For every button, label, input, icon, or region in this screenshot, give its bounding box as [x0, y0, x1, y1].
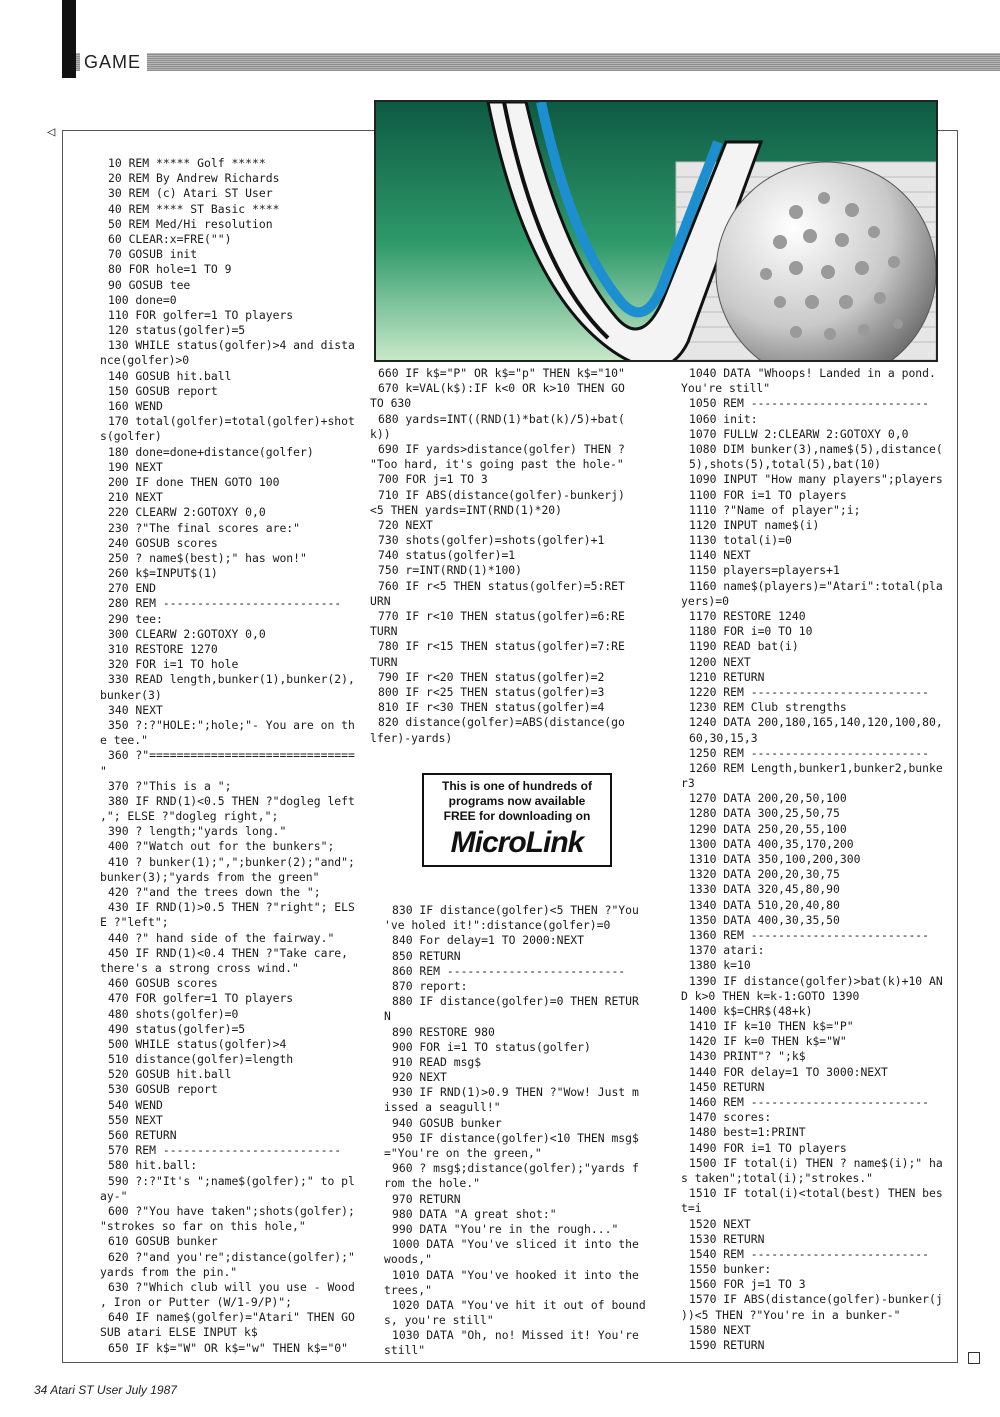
code-line: 840 For delay=1 TO 2000:NEXT: [392, 933, 585, 948]
code-line: 1170 RESTORE 1240: [689, 609, 806, 623]
microlink-promo-box: [422, 773, 612, 867]
code-line: 50 REM Med/Hi resolution: [108, 216, 273, 231]
promo-line-3: FREE for downloading on: [443, 809, 591, 823]
code-line: 1060 init:: [689, 411, 758, 426]
code-line: lfer)-yards): [370, 730, 453, 745]
code-line: ": [100, 763, 107, 778]
code-line: 190 NEXT: [108, 459, 163, 474]
code-line: bunker(3): [100, 687, 162, 702]
code-line: 330 READ length,bunker(1),bunker(2),: [108, 672, 355, 687]
listing-column-left: [100, 156, 355, 1356]
code-line: 980 DATA "A great shot:": [392, 1206, 557, 1221]
code-line: yards from the pin.": [100, 1264, 238, 1279]
code-line: 1450 RETURN: [689, 1079, 765, 1094]
code-line: 1390 IF distance(golfer)>bat(k)+10 AN: [689, 973, 943, 988]
code-line: 1530 RETURN: [689, 1231, 765, 1246]
code-line: 1120 INPUT name$(i): [689, 517, 820, 532]
code-line: 1430 PRINT"? ";k$: [689, 1049, 806, 1064]
code-line: SUB atari ELSE INPUT k$: [100, 1325, 258, 1340]
code-line: 750 r=INT(RND(1)*100): [378, 563, 523, 578]
code-line: 5),shots(5),total(5),bat(10): [689, 457, 882, 472]
code-line: 1410 IF k=10 THEN k$="P": [689, 1019, 854, 1034]
code-line: 860 REM --------------------------: [392, 963, 626, 978]
code-line: 1590 RETURN: [689, 1338, 765, 1352]
code-line: 1190 READ bat(i): [689, 639, 799, 654]
code-line: 1180 FOR i=0 TO 10: [689, 624, 813, 639]
code-line: 1050 REM --------------------------: [689, 396, 930, 411]
code-line: 90 GOSUB tee: [108, 277, 191, 292]
code-line: 1540 REM --------------------------: [689, 1246, 930, 1261]
code-line: 340 NEXT: [108, 702, 163, 717]
code-line: 380 IF RND(1)<0.5 THEN ?"dogleg left: [108, 793, 355, 808]
code-line: 490 status(golfer)=5: [108, 1021, 246, 1036]
code-line: 140 GOSUB hit.ball: [108, 368, 232, 383]
code-line: 1320 DATA 200,20,30,75: [689, 867, 840, 882]
code-line: 280 REM --------------------------: [108, 596, 342, 611]
code-line: 540 WEND: [108, 1097, 163, 1112]
code-line: 1270 DATA 200,20,50,100: [689, 791, 847, 806]
code-line: s taken";total(i);"strokes.": [681, 1170, 874, 1185]
code-line: 800 IF r<25 THEN status(golfer)=3: [378, 684, 605, 699]
code-line: 1580 NEXT: [689, 1322, 751, 1337]
code-line: 1400 k$=CHR$(48+k): [689, 1003, 813, 1018]
code-line: 1330 DATA 320,45,80,90: [689, 882, 840, 897]
code-line: 520 GOSUB hit.ball: [108, 1067, 232, 1082]
code-line: 830 IF distance(golfer)<5 THEN ?"You: [392, 903, 639, 917]
code-line: 60,30,15,3: [689, 730, 758, 745]
code-line: s(golfer): [100, 429, 162, 444]
code-line: 900 FOR i=1 TO status(golfer): [392, 1039, 591, 1054]
code-line: 880 IF distance(golfer)=0 THEN RETUR: [392, 994, 639, 1009]
section-label: GAME: [80, 50, 147, 74]
code-line: 890 RESTORE 980: [392, 1024, 495, 1039]
header-band: [76, 53, 1000, 71]
code-line: 370 ?"This is a ";: [108, 778, 232, 793]
code-line: 1020 DATA "You've hit it out of bound: [392, 1297, 646, 1312]
code-line: 960 ? msg$;distance(golfer);"yards f: [392, 1161, 639, 1176]
code-line: s, you're still": [384, 1313, 494, 1328]
code-line: 450 IF RND(1)<0.4 THEN ?"Take care,: [108, 945, 349, 960]
code-line: 560 RETURN: [108, 1128, 177, 1142]
code-line: 1340 DATA 510,20,40,80: [689, 897, 840, 912]
code-line: 270 END: [108, 581, 157, 596]
code-line: 1440 FOR delay=1 TO 3000:NEXT: [689, 1064, 888, 1079]
code-line: 200 IF done THEN GOTO 100: [108, 474, 280, 489]
code-line: E ?"left";: [100, 915, 169, 930]
header-black-bar: [62, 0, 76, 78]
code-line: "strokes so far on this hole,": [100, 1219, 306, 1234]
code-line: 1070 FULLW 2:CLEARW 2:GOTOXY 0,0: [689, 426, 909, 441]
code-line: 1130 total(i)=0: [689, 533, 792, 548]
code-line: 1040 DATA "Whoops! Landed in a pond.: [689, 366, 936, 380]
code-line: 1350 DATA 400,30,35,50: [689, 912, 840, 927]
code-line: 810 IF r<30 THEN status(golfer)=4: [378, 700, 605, 715]
code-line: 1290 DATA 250,20,55,100: [689, 821, 847, 836]
code-line: 460 GOSUB scores: [108, 976, 218, 991]
code-line: 220 CLEARW 2:GOTOXY 0,0: [108, 505, 266, 520]
code-line: 1090 INPUT "How many players";players: [689, 472, 943, 487]
code-line: TURN: [370, 654, 398, 669]
golf-club-and-ball-illustration: [376, 102, 936, 360]
code-line: 710 IF ABS(distance(golfer)-bunkerj): [378, 487, 625, 502]
code-line: t=i: [681, 1201, 702, 1216]
code-line: woods,": [384, 1252, 433, 1267]
code-line: trees,": [384, 1282, 433, 1297]
code-line: ))<5 THEN ?"You're in a bunker-": [681, 1307, 901, 1322]
code-line: 1570 IF ABS(distance(golfer)-bunker(j: [689, 1292, 943, 1307]
code-line: 920 NEXT: [392, 1070, 447, 1085]
code-line: 1110 ?"Name of player";i;: [689, 502, 861, 517]
code-line: 1280 DATA 300,25,50,75: [689, 806, 840, 821]
code-line: 1210 RETURN: [689, 669, 765, 684]
code-line: N: [384, 1009, 391, 1024]
code-line: ay-": [100, 1188, 128, 1203]
code-line: 20 REM By Andrew Richards: [108, 171, 280, 186]
code-line: still": [384, 1343, 426, 1358]
code-line: 820 distance(golfer)=ABS(distance(go: [378, 715, 625, 730]
code-line: 670 k=VAL(k$):IF k<0 OR k>10 THEN GO: [378, 381, 625, 396]
code-line: 230 ?"The final scores are:": [108, 520, 301, 535]
code-line: 80 FOR hole=1 TO 9: [108, 262, 232, 277]
code-line: 590 ?:?"It's ";name$(golfer);" to pl: [108, 1173, 355, 1188]
code-line: 260 k$=INPUT$(1): [108, 566, 218, 581]
code-line: "Too hard, it's going past the hole-": [370, 457, 624, 472]
code-line: 1560 FOR j=1 TO 3: [689, 1277, 806, 1292]
code-line: 740 status(golfer)=1: [378, 548, 516, 563]
code-line: 180 done=done+distance(golfer): [108, 444, 314, 459]
code-line: 60 CLEAR:x=FRE(""): [108, 231, 232, 246]
code-line: 70 GOSUB init: [108, 247, 198, 262]
code-line: 290 tee:: [108, 611, 163, 626]
code-line: 430 IF RND(1)>0.5 THEN ?"right"; ELS: [108, 900, 355, 915]
code-line: 1010 DATA "You've hooked it into the: [392, 1267, 639, 1282]
code-line: 360 ?"==============================: [108, 748, 355, 763]
code-line: 630 ?"Which club will you use - Wood: [108, 1279, 355, 1294]
code-line: You're still": [681, 381, 771, 396]
code-line: 400 ?"Watch out for the bunkers";: [108, 839, 335, 854]
code-line: 1140 NEXT: [689, 548, 751, 563]
code-line: 700 FOR j=1 TO 3: [378, 472, 488, 487]
code-line: 480 shots(golfer)=0: [108, 1006, 239, 1021]
code-line: 500 WHILE status(golfer)>4: [108, 1036, 287, 1051]
code-line: 1300 DATA 400,35,170,200: [689, 836, 854, 851]
code-line: 410 ? bunker(1);",";bunker(2);"and";: [108, 854, 355, 869]
code-line: 760 IF r<5 THEN status(golfer)=5:RET: [378, 578, 625, 593]
code-line: TURN: [370, 624, 398, 639]
code-line: 850 RETURN: [392, 948, 461, 963]
code-line: 720 NEXT: [378, 517, 433, 532]
code-line: TO 630: [370, 396, 412, 411]
code-line: 350 ?:?"HOLE:";hole;"- You are on th: [108, 717, 355, 732]
code-line: 390 ? length;"yards long.": [108, 824, 287, 839]
code-line: 30 REM (c) Atari ST User: [108, 186, 273, 201]
code-line: 650 IF k$="W" OR k$="w" THEN k$="0": [108, 1340, 349, 1355]
code-line: 160 WEND: [108, 399, 163, 413]
code-line: 680 yards=INT((RND(1)*bat(k)/5)+bat(: [378, 411, 625, 426]
code-line: 570 REM --------------------------: [108, 1143, 342, 1158]
golf-illustration: [374, 100, 938, 362]
promo-line-2: programs now available: [448, 794, 586, 808]
code-line: 've holed it!":distance(golfer)=0: [384, 918, 611, 933]
code-line: 1490 FOR i=1 TO players: [689, 1140, 847, 1155]
code-line: 210 NEXT: [108, 490, 163, 505]
code-line: 640 IF name$(golfer)="Atari" THEN GO: [108, 1310, 355, 1325]
code-line: D k>0 THEN k=k-1:GOTO 1390: [681, 988, 860, 1003]
code-line: 310 RESTORE 1270: [108, 642, 218, 656]
code-line: 1230 REM Club strengths: [689, 700, 847, 715]
code-line: 600 ?"You have taken";shots(golfer);: [108, 1203, 355, 1218]
code-line: 150 GOSUB report: [108, 383, 218, 398]
code-line: 1100 FOR i=1 TO players: [689, 487, 847, 502]
code-line: 1420 IF k=0 THEN k$="W": [689, 1034, 847, 1049]
code-line: 1200 NEXT: [689, 654, 751, 669]
code-line: 1460 REM --------------------------: [689, 1095, 930, 1109]
code-line: 1470 scores:: [689, 1110, 772, 1125]
microlink-logo: MicroLink: [450, 826, 584, 859]
code-line: 510 distance(golfer)=length: [108, 1052, 294, 1067]
code-line: URN: [370, 593, 391, 608]
code-line: 620 ?"and you're";distance(golfer);": [108, 1249, 355, 1264]
code-line: 240 GOSUB scores: [108, 535, 218, 550]
code-line: 1500 IF total(i) THEN ? name$(i);" ha: [689, 1155, 943, 1170]
code-line: 790 IF r<20 THEN status(golfer)=2: [378, 669, 605, 684]
code-line: 120 status(golfer)=5: [108, 323, 246, 338]
listing-column-middle-top: [370, 366, 625, 746]
code-line: ="You're on the green,": [384, 1146, 542, 1160]
code-line: 1080 DIM bunker(3),name$(5),distance(: [689, 441, 943, 456]
code-line: 10 REM ***** Golf *****: [108, 156, 266, 170]
code-line: 1250 REM --------------------------: [689, 745, 930, 760]
code-line: 770 IF r<10 THEN status(golfer)=6:RE: [378, 609, 625, 623]
code-line: 1520 NEXT: [689, 1216, 751, 1231]
code-line: 110 FOR golfer=1 TO players: [108, 307, 294, 322]
code-line: 940 GOSUB bunker: [392, 1115, 502, 1130]
code-line: 910 READ msg$: [392, 1054, 482, 1069]
code-line: issed a seagull!": [384, 1100, 501, 1115]
code-line: e tee.": [100, 733, 149, 748]
code-line: 1550 bunker:: [689, 1262, 772, 1277]
code-line: 1380 k=10: [689, 958, 751, 973]
code-line: rom the hole.": [384, 1176, 481, 1191]
code-line: 950 IF distance(golfer)<10 THEN msg$: [392, 1130, 639, 1145]
code-line: 1030 DATA "Oh, no! Missed it! You're: [392, 1328, 639, 1343]
code-line: k)): [370, 426, 391, 441]
code-line: <5 THEN yards=INT(RND(1)*20): [370, 502, 563, 517]
code-line: , Iron or Putter (W/1-9/P)";: [100, 1295, 293, 1310]
code-line: 660 IF k$="P" OR k$="p" THEN k$="10": [378, 366, 625, 380]
code-line: 970 RETURN: [392, 1191, 461, 1206]
listing-column-middle-bottom: [384, 903, 646, 1359]
code-line: 1360 REM --------------------------: [689, 927, 930, 942]
code-line: 250 ? name$(best);" has won!": [108, 550, 307, 565]
corner-arrow-icon: ◁: [47, 124, 56, 140]
code-line: 870 report:: [392, 978, 468, 993]
code-line: 990 DATA "You're in the rough...": [392, 1221, 619, 1236]
code-line: 1220 REM --------------------------: [689, 684, 930, 699]
code-line: 420 ?"and the trees down the ";: [108, 885, 321, 899]
code-line: 530 GOSUB report: [108, 1082, 218, 1097]
code-line: 40 REM **** ST Basic ****: [108, 201, 280, 216]
code-line: 320 FOR i=1 TO hole: [108, 657, 239, 672]
code-line: 1240 DATA 200,180,165,140,120,100,80,: [689, 715, 943, 730]
code-line: 690 IF yards>distance(golfer) THEN ?: [378, 441, 625, 456]
code-line: 470 FOR golfer=1 TO players: [108, 991, 294, 1006]
code-line: 1480 best=1:PRINT: [689, 1125, 806, 1140]
code-line: nce(golfer)>0: [100, 353, 190, 368]
code-line: 930 IF RND(1)>0.9 THEN ?"Wow! Just m: [392, 1085, 639, 1100]
code-line: 1260 REM Length,bunker1,bunker2,bunke: [689, 760, 943, 775]
end-marker-icon: [968, 1352, 980, 1364]
code-line: 1310 DATA 350,100,200,300: [689, 852, 861, 866]
code-line: 440 ?" hand side of the fairway.": [108, 930, 335, 945]
code-line: 130 WHILE status(golfer)>4 and dista: [108, 338, 355, 353]
code-line: 1370 atari:: [689, 943, 765, 958]
code-line: r3: [681, 776, 695, 791]
code-line: 780 IF r<15 THEN status(golfer)=7:RE: [378, 639, 625, 654]
code-line: 1150 players=players+1: [689, 563, 840, 578]
code-line: 1510 IF total(i)<total(best) THEN bes: [689, 1186, 943, 1201]
listing-column-right: [681, 366, 943, 1353]
code-line: there's a strong cross wind.": [100, 960, 299, 975]
code-line: 580 hit.ball:: [108, 1158, 198, 1173]
code-line: 100 done=0: [108, 292, 177, 307]
code-line: 730 shots(golfer)=shots(golfer)+1: [378, 533, 605, 548]
code-line: bunker(3);"yards from the green": [100, 869, 320, 884]
promo-line-1: This is one of hundreds of: [442, 779, 592, 793]
code-line: 300 CLEARW 2:GOTOXY 0,0: [108, 626, 266, 641]
code-line: 1000 DATA "You've sliced it into the: [392, 1237, 639, 1252]
promo-text: [424, 779, 610, 824]
code-line: ,"; ELSE ?"dogleg right,";: [100, 809, 279, 824]
code-line: 550 NEXT: [108, 1112, 163, 1127]
code-line: yers)=0: [681, 593, 730, 608]
code-line: 170 total(golfer)=total(golfer)+shot: [108, 414, 355, 429]
page-footer: 34 Atari ST User July 1987: [34, 1383, 177, 1397]
code-line: 1160 name$(players)="Atari":total(pla: [689, 578, 943, 593]
code-line: 610 GOSUB bunker: [108, 1234, 218, 1249]
